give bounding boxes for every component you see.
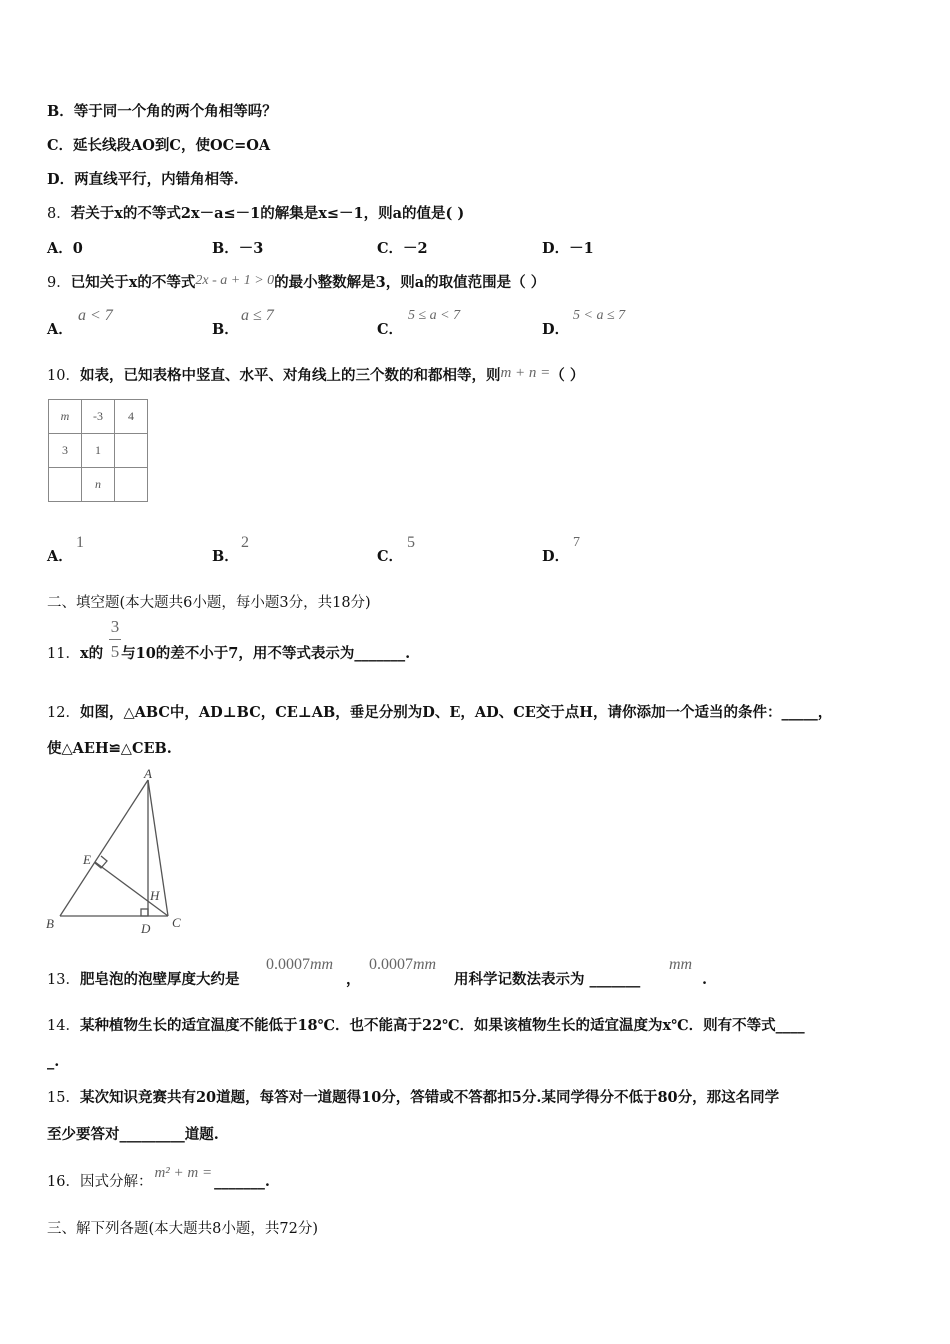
q13-mid: 用科学记数法表示为 _______ (454, 971, 641, 988)
question-number: 11． (47, 646, 80, 662)
option-value: －1 (569, 240, 594, 257)
option-text: 等于同一个角的两个角相等吗？ (73, 103, 277, 120)
question-text: 如图，△ABC中，AD⊥BC，CE⊥AB，垂足分别为D、E，AD、CE交于点H，请你添加一个适当的条件：_____， (79, 704, 833, 721)
option-letter: C． (47, 137, 74, 154)
question-text: 已知关于x的不等式 (70, 274, 196, 291)
question-text: 某种植物生长的适宜温度不能低于18℃．也不能高于22℃．如果该植物生长的适宜温度为x℃．则有不等式____ (79, 1017, 805, 1034)
q7-option-d (47, 170, 239, 190)
question-text: _______. (214, 1173, 270, 1190)
q10-stem (47, 366, 584, 386)
question-number: 12． (47, 705, 80, 721)
fraction-bar (109, 639, 121, 640)
factor-expression: m² + m = (154, 1165, 213, 1181)
q7-option-c (47, 136, 270, 156)
label-a: A (144, 766, 152, 781)
q13-comma: ， (346, 971, 361, 988)
q7-option-b (47, 102, 277, 122)
q10-option-d-letter: D． (542, 548, 570, 565)
question-number: 14． (47, 1018, 80, 1034)
q16-stem (47, 1165, 270, 1192)
q9-option-c-value: 5 ≤ a < 7 (408, 308, 461, 323)
option-letter: B． (212, 240, 239, 257)
question-text: （ ） (550, 367, 585, 384)
question-number: 16． (47, 1174, 80, 1190)
q8-stem (47, 204, 464, 224)
q10-option-b-letter: B． (212, 548, 239, 565)
option-value: －3 (238, 240, 264, 257)
magic-square-table (48, 399, 148, 502)
section-2-heading: 二、填空题(本大题共6小题，每小题3分，共18分) (47, 595, 371, 611)
option-letter: D． (47, 171, 75, 188)
question-text: 与10的差不小于7，用不等式表示为_______. (121, 645, 411, 662)
table-cell: 1 (82, 434, 115, 468)
table-cell: m (49, 400, 82, 434)
q9-stem (47, 273, 545, 294)
q9-option-c-letter: C． (377, 321, 404, 338)
table-cell (115, 468, 148, 502)
table-cell: 4 (115, 400, 148, 434)
label-h: H (150, 888, 160, 903)
option-letter: B． (47, 103, 74, 120)
triangle-figure (40, 766, 200, 941)
q11-stem (47, 644, 410, 664)
table-row (49, 468, 148, 502)
q12-stem-line2: 使△AEH≌△CEB. (47, 740, 172, 757)
q10-option-c-value: 5 (407, 534, 415, 551)
inequality-expression: 2x - a + 1 > 0 (195, 273, 275, 288)
q10-option-d-value: 7 (573, 535, 580, 550)
q9-option-a-letter: A． (47, 321, 73, 338)
table-cell: 3 (49, 434, 82, 468)
label-b: B (46, 916, 54, 931)
q9-option-a-value: a < 7 (78, 307, 113, 324)
q13-value2: 0.0007mm (369, 956, 437, 973)
question-number: 15． (47, 1090, 80, 1106)
q14-stem-line1 (47, 1016, 805, 1036)
option-value: －2 (403, 240, 428, 257)
question-number: 10． (47, 368, 80, 384)
q13-value1: 0.0007mm (266, 956, 334, 973)
q10-option-c-letter: C． (377, 548, 404, 565)
option-letter: C． (377, 240, 404, 257)
question-text: x的 (79, 645, 104, 662)
q8-option-d (542, 239, 594, 259)
fraction-denominator: 5 (110, 642, 120, 661)
table-cell (115, 434, 148, 468)
q9-option-d-letter: D． (542, 321, 570, 338)
question-number: 9． (47, 275, 71, 291)
table-row (49, 434, 148, 468)
option-text: 两直线平行，内错角相等. (74, 171, 239, 188)
label-c: C (172, 915, 181, 930)
q10-option-a-letter: A． (47, 548, 73, 565)
side-ab (60, 780, 148, 916)
section-3-heading: 三、解下列各题(本大题共8小题，共72分) (47, 1221, 318, 1237)
table-cell: n (82, 468, 115, 502)
fraction-numerator: 3 (110, 617, 120, 636)
q9-option-d-value: 5 < a ≤ 7 (573, 308, 626, 323)
q8-option-a (47, 239, 83, 259)
table-cell: -3 (82, 400, 115, 434)
label-e: E (83, 852, 91, 867)
q15-stem-line1 (47, 1088, 779, 1108)
sum-expression: m + n = (500, 365, 551, 381)
option-value: 0 (72, 240, 83, 257)
q14-stem-line2: _. (47, 1053, 60, 1070)
q13-unit3: mm (669, 956, 693, 973)
question-text: 因式分解： (79, 1174, 153, 1190)
option-text: 延长线段AO到C，使OC=OA (73, 137, 271, 154)
question-text: 某次知识竞赛共有20道题，每答对一道题得10分，答错或不答都扣5分.某同学得分不低于80分，那这名同学 (79, 1089, 780, 1106)
question-text: 如表，已知表格中竖直、水平、对角线上的三个数的和都相等，则 (79, 367, 501, 384)
q15-stem-line2: 至少要答对_________道题. (47, 1126, 219, 1143)
q8-option-b (212, 239, 263, 259)
q12-stem-line1 (47, 703, 832, 723)
option-letter: A． (47, 240, 73, 257)
q9-option-b-value: a ≤ 7 (241, 307, 274, 324)
q13-end: . (702, 971, 708, 988)
label-d: D (141, 921, 151, 936)
table-cell (49, 468, 82, 502)
question-number: 13． (47, 972, 80, 988)
question-text: 若关于x的不等式2x－a≤－1的解集是x≤－1，则a的值是( ) (70, 205, 465, 222)
option-letter: D． (542, 240, 570, 257)
table-row (49, 400, 148, 434)
q10-option-b-value: 2 (241, 534, 249, 551)
right-angle-mark-d (141, 909, 148, 916)
question-text: 肥皂泡的泡壁厚度大约是 (79, 971, 240, 988)
q9-option-b-letter: B． (212, 321, 239, 338)
question-number: 8． (47, 206, 71, 222)
q13-stem (47, 970, 239, 990)
q8-option-c (377, 239, 428, 259)
q10-option-a-value: 1 (76, 534, 84, 551)
question-text: 的最小整数解是3，则a的取值范围是（ ） (274, 274, 546, 291)
